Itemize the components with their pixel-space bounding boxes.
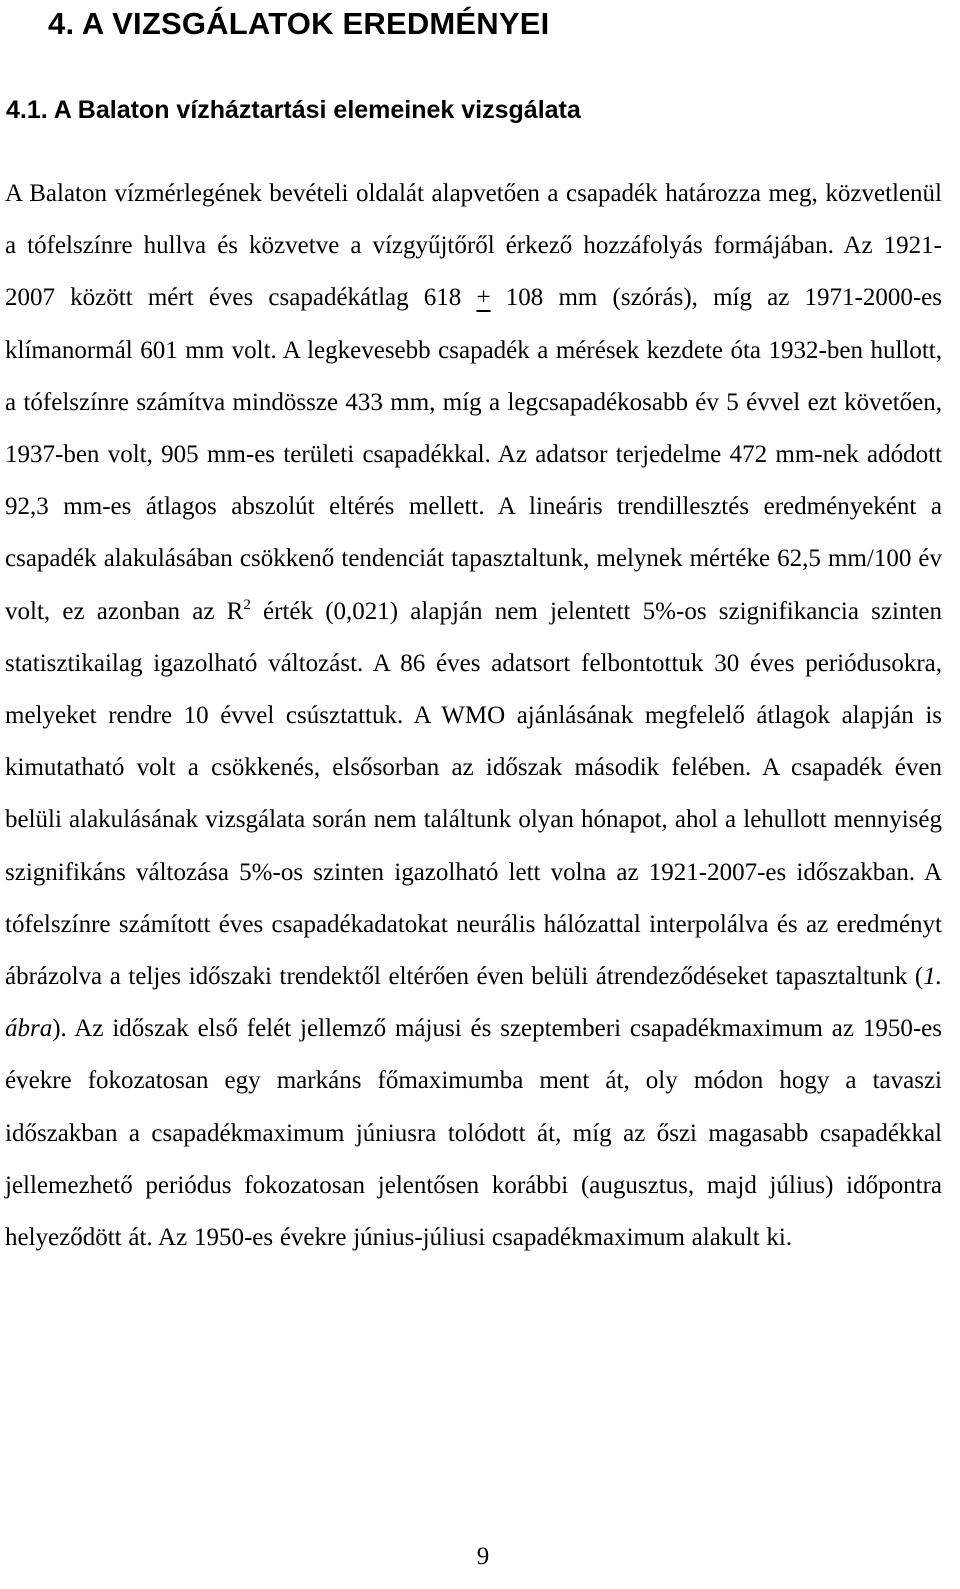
paragraph-text-2: 108 mm (szórás), míg az 1971-2000-es klímanormál 601 mm volt. A legkevesebb csapadék a mérések kezdete óta 1932-ben hullott, a tófelszínre számítva mindössze 433 mm, míg a legcsapadékosabb év 5 évvel ezt követően, 1937-ben volt, 905 mm-es területi csapadékkal. Az adatsor terjedelme 472 mm-nek adódott 92,3 mm-es átlagos abszolút eltérés mellett. A lineáris trendillesztés eredményeként a csapadék alakulásában csökkenő tendenciát tapasztaltunk, melynek mértéke 62,5 mm/100 év volt, ez azonban az R [5, 284, 943, 625]
section-heading: 4.1. A Balaton vízháztartási elemeinek vizsgálata [6, 96, 581, 124]
paragraph-text-1: A Balaton vízmérlegének bevételi oldalát alapvetően a csapadék határozza meg, közvetlenül a tófelszínre hullva és közvetve a vízgyűjtőről érkező hozzáfolyás formájában. Az 1921-2007 között mért éves csapadékátlag 618 [5, 180, 942, 312]
page-number: 9 [476, 1543, 490, 1570]
chapter-heading: 4. A VIZSGÁLATOK EREDMÉNYEI [48, 6, 550, 41]
plus-minus-sign: + [476, 284, 491, 312]
body-paragraph [5, 168, 942, 1264]
figure-reference: 1. ábra [5, 963, 942, 1043]
r-squared-superscript: 2 [243, 596, 251, 613]
paragraph-text-4: ). Az időszak első felét jellemző májusi és szeptemberi csapadékmaximum az 1950-es évekre fokozatosan egy markáns főmaximumba ment át, oly módon hogy a tavaszi időszakban a csapadékmaximum júniusra tolódott át, míg az őszi magasabb csapadékkal jellemezhető periódus fokozatosan jelentősen korábbi (augusztus, majd július) időpontra helyeződött át. Az 1950-es évekre június-júliusi csapadékmaximum alakult ki. [5, 1015, 942, 1252]
paragraph-text-3: érték (0,021) alapján nem jelentett 5%-os szignifikancia szinten statisztikailag igazolható változást. A 86 éves adatsort felbontottuk 30 éves periódusokra, melyeket rendre 10 évvel csúsztattuk. A WMO ajánlásának megfelelő átlagok alapján is kimutatható volt a csökkenés, elsősorban az időszak második felében. A csapadék éven belüli alakulásának vizsgálata során nem találtunk olyan hónapot, ahol a lehullott mennyiség szignifikáns változása 5%-os szinten igazolható lett volna az 1921-2007-es időszakban. A tófelszínre számított éves csapadékadatokat neurális hálózattal interpolálva és az eredményt ábrázolva a teljes időszaki trendektől eltérően éven belüli átrendeződéseket tapasztaltunk ( [5, 597, 942, 991]
